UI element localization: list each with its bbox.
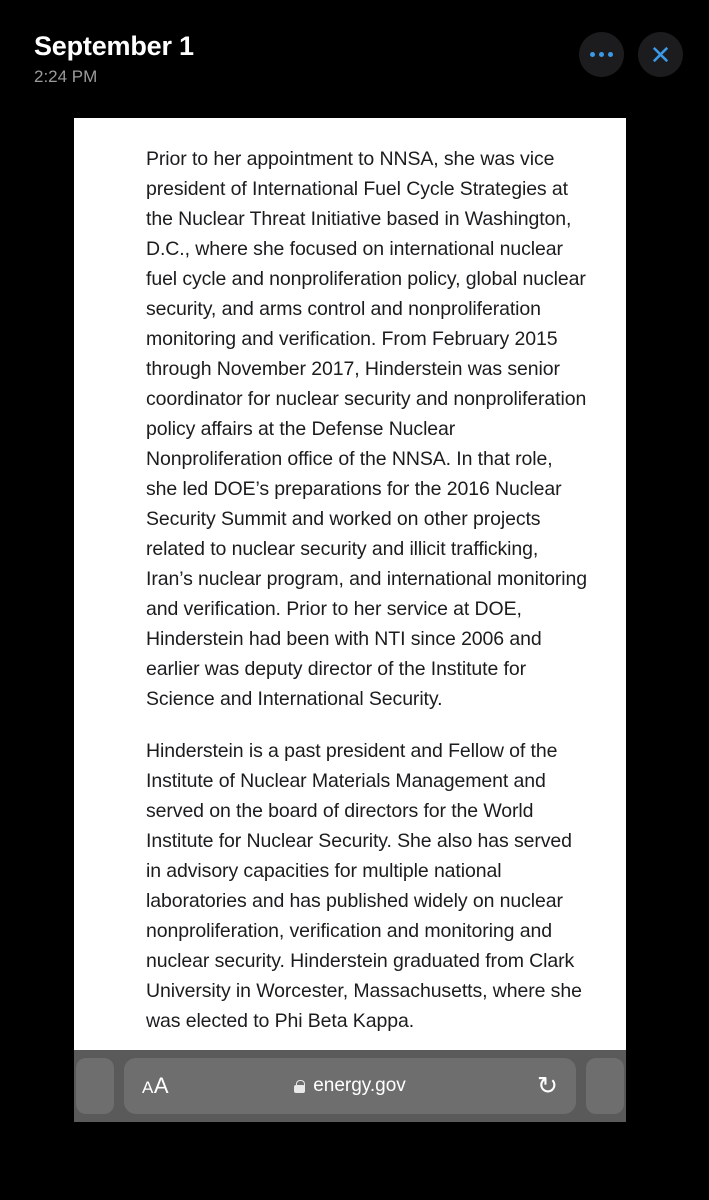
page-title: September 1 xyxy=(34,31,194,61)
url-display xyxy=(124,1071,576,1100)
text-size-button[interactable]: AA xyxy=(142,1073,170,1098)
browser-toolbar xyxy=(74,1050,626,1122)
header-text xyxy=(34,26,579,88)
article-card[interactable] xyxy=(74,118,626,1122)
reload-icon[interactable]: ↻ xyxy=(537,1071,558,1100)
url-text: energy.gov xyxy=(313,1075,406,1096)
close-icon: ✕ xyxy=(649,39,672,70)
timestamp: 2:24 PM xyxy=(34,67,98,86)
header xyxy=(0,0,709,108)
close-button[interactable] xyxy=(638,32,683,77)
header-buttons xyxy=(579,26,683,77)
lock-icon xyxy=(294,1080,305,1093)
more-options-button[interactable] xyxy=(579,32,624,77)
article-content xyxy=(74,118,626,1036)
article-paragraph: Hinderstein is a past president and Fellow of the Institute of Nuclear Materials Management and served on the board of directors for the World Institute for Nuclear Security. She also has served in advisory capacities for multiple national laboratories and has published widely on nuclear nonproliferation, verification and monitoring and nuclear security. Hinderstein graduated from Clark University in Worcester, Massachusetts, where she was elected to Phi Beta Kappa. xyxy=(146,740,582,1032)
article-paragraph: Prior to her appointment to NNSA, she was vice president of International Fuel Cycle Strategies at the Nuclear Threat Initiative based in Washington, D.C., where she focused on international nuclear fuel cycle and nonproliferation policy, global nuclear security, and arms control and nonproliferation monitoring and verification. From February 2015 through November 2017, Hinderstein was senior coordinator for nuclear security and nonproliferation policy affairs at the Defense Nuclear Nonproliferation office of the NNSA. In that role, she led DOE’s preparations for the 2016 Nuclear Security Summit and worked on other projects related to nuclear security and illicit trafficking, Iran’s nuclear program, and international monitoring and verification. Prior to her service at DOE, Hinderstein had been with NTI since 2006 and earlier was deputy director of the Institute for Science and International Security. xyxy=(146,148,588,710)
more-dots-icon xyxy=(590,52,613,57)
next-tab-edge[interactable] xyxy=(586,1058,624,1114)
previous-tab-edge[interactable] xyxy=(76,1058,114,1114)
address-bar[interactable] xyxy=(124,1058,576,1114)
